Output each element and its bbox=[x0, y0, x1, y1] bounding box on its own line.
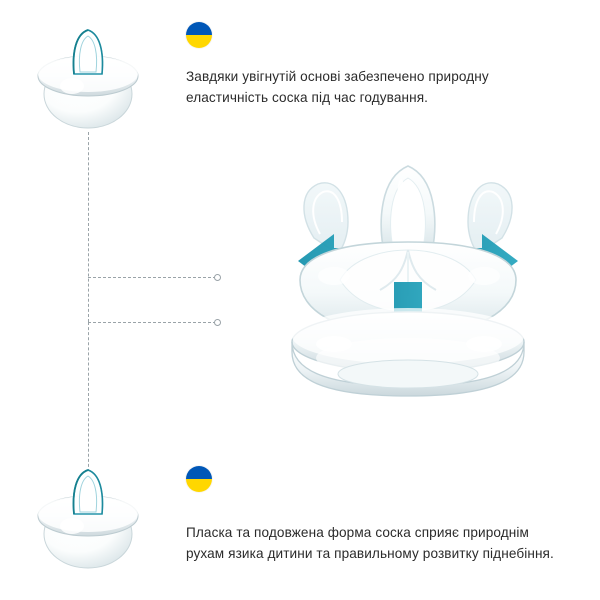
ukraine-flag-bottom bbox=[186, 466, 212, 492]
connector-vertical-bottom bbox=[88, 322, 89, 472]
connector-vertical-top bbox=[88, 132, 89, 322]
feature-bottom-line-2: рухам язика дитини та правильному розвитку піднебіння. bbox=[186, 546, 554, 561]
teat-thumbnail-bottom bbox=[28, 452, 148, 572]
connector-node-2 bbox=[214, 319, 221, 326]
connector-horizontal-2 bbox=[88, 322, 216, 323]
feature-top-caption bbox=[186, 66, 586, 108]
teat-thumbnail-top bbox=[28, 12, 148, 132]
flag-blue-stripe bbox=[186, 22, 212, 35]
ukraine-flag-top bbox=[186, 22, 212, 48]
flag-yellow-stripe bbox=[186, 35, 212, 48]
feature-bottom-line-1: Пласка та подовжена форма соска сприяє природнім bbox=[186, 525, 529, 540]
feature-top-line-2: еластичність соска під час годування. bbox=[186, 90, 429, 105]
feature-bottom-caption bbox=[186, 522, 590, 564]
connector-node-1 bbox=[214, 274, 221, 281]
feature-top-line-1: Завдяки увігнутій основі забезпечено природну bbox=[186, 69, 489, 84]
bottle-collar-ring bbox=[292, 308, 524, 396]
connector-horizontal-1 bbox=[88, 277, 216, 278]
flag-yellow-stripe bbox=[186, 479, 212, 492]
teat-flexibility-diagram bbox=[248, 130, 568, 430]
teat-position-center bbox=[381, 166, 435, 252]
flag-blue-stripe bbox=[186, 466, 212, 479]
